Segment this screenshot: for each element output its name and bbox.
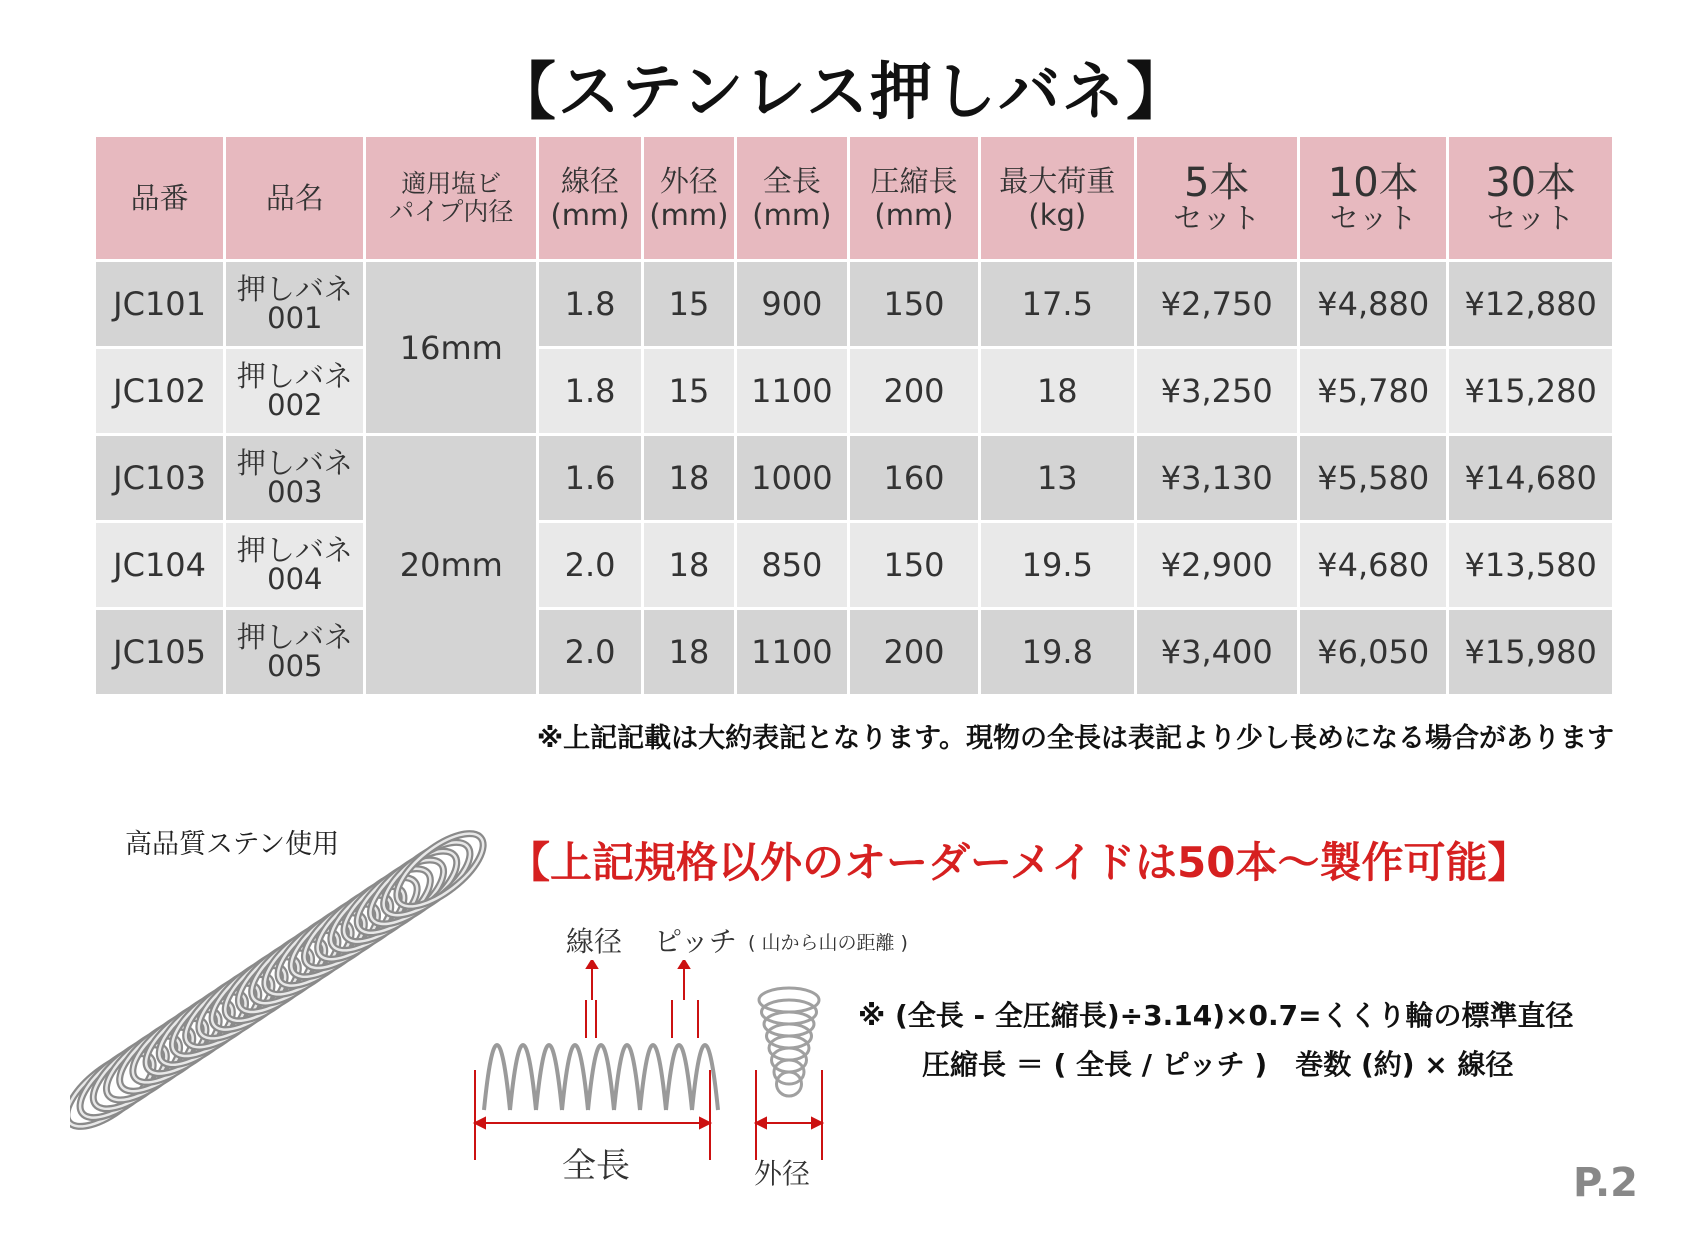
header-wire	[539, 137, 641, 259]
header-set30	[1449, 137, 1612, 259]
cell-wire: 2.0	[539, 523, 641, 607]
disclaimer-note: ※上記記載は大約表記となります。現物の全長は表記より少し長めになる場合があります	[536, 723, 1614, 754]
header-wire-line1: 線径	[561, 164, 620, 198]
quality-label: 高品質ステン使用	[125, 829, 340, 860]
cell-name-line2: 003	[267, 475, 323, 509]
cell-wire: 1.6	[539, 436, 641, 520]
table-row	[96, 262, 1612, 346]
page-number: P.2	[1573, 1160, 1638, 1206]
table-row	[96, 349, 1612, 433]
custom-order-banner: 【上記規格以外のオーダーメイドは50本〜製作可能】	[508, 838, 1530, 887]
cell-price-10: ¥5,780	[1300, 349, 1446, 433]
cell-outer: 18	[644, 523, 734, 607]
cell-name	[226, 349, 363, 433]
spring-wave	[536, 1045, 562, 1110]
header-wire-line2: (mm)	[550, 198, 630, 232]
cell-price-30: ¥12,880	[1449, 262, 1612, 346]
header-code: 品番	[96, 137, 223, 259]
table-row	[96, 610, 1612, 694]
cell-pipe: 20mm	[366, 436, 536, 694]
header-comp	[850, 137, 978, 259]
spring-wave	[484, 1045, 510, 1110]
header-load	[981, 137, 1133, 259]
cell-code: JC103	[96, 436, 223, 520]
cell-length: 1100	[737, 349, 847, 433]
cell-price-10: ¥4,680	[1300, 523, 1446, 607]
spring-dimension-diagram	[470, 960, 830, 1160]
cell-outer: 18	[644, 436, 734, 520]
header-pipe-line1: 適用塩ビ	[401, 169, 502, 198]
header-comp-line1: 圧縮長	[870, 164, 958, 198]
cell-price-5: ¥2,900	[1137, 523, 1298, 607]
outer-diameter-label: 外径	[754, 1157, 811, 1190]
cell-load: 19.5	[981, 523, 1133, 607]
cell-code: JC105	[96, 610, 223, 694]
cell-price-5: ¥3,130	[1137, 436, 1298, 520]
header-name: 品名	[226, 137, 363, 259]
cell-name-line1: 押しバネ	[236, 446, 353, 480]
cell-price-10: ¥6,050	[1300, 610, 1446, 694]
spring-wave	[562, 1045, 588, 1110]
header-pipe	[366, 137, 536, 259]
spring-wave	[640, 1045, 666, 1110]
header-outer-line1: 外径	[659, 164, 718, 198]
table-row	[96, 436, 1612, 520]
formula-compressed-length: 圧縮長 ＝ ( 全長 / ピッチ ) 巻数 (約) × 線径	[922, 1048, 1514, 1081]
cell-name-line2: 001	[267, 301, 323, 335]
spring-wave	[666, 1045, 692, 1110]
cell-load: 13	[981, 436, 1133, 520]
cell-wire: 1.8	[539, 262, 641, 346]
cell-price-30: ¥14,680	[1449, 436, 1612, 520]
cell-name-line2: 005	[267, 649, 323, 683]
spring-wave	[614, 1045, 640, 1110]
header-set30-line1: 30本	[1485, 160, 1577, 206]
cell-name	[226, 610, 363, 694]
cell-name-line1: 押しバネ	[236, 359, 353, 393]
cell-load: 18	[981, 349, 1133, 433]
cell-code: JC101	[96, 262, 223, 346]
spring-photo	[70, 820, 490, 1150]
header-set5-line1: 5本	[1184, 160, 1250, 206]
cell-price-10: ¥5,580	[1300, 436, 1446, 520]
cell-price-30: ¥15,980	[1449, 610, 1612, 694]
cell-load: 19.8	[981, 610, 1133, 694]
cell-comp: 160	[850, 436, 978, 520]
spring-wave	[692, 1045, 718, 1110]
cell-outer: 15	[644, 262, 734, 346]
cell-price-10: ¥4,880	[1300, 262, 1446, 346]
cell-price-5: ¥3,400	[1137, 610, 1298, 694]
header-set30-line2: セット	[1487, 201, 1575, 235]
header-length-line2: (mm)	[752, 198, 832, 232]
header-length-line1: 全長	[762, 164, 821, 198]
cell-length: 1000	[737, 436, 847, 520]
header-comp-line2: (mm)	[874, 198, 954, 232]
cell-name-line1: 押しバネ	[236, 620, 353, 654]
cell-price-30: ¥13,580	[1449, 523, 1612, 607]
cell-name-line1: 押しバネ	[236, 272, 353, 306]
cell-name	[226, 436, 363, 520]
header-pipe-line2: パイプ内径	[389, 197, 514, 226]
header-outer	[644, 137, 734, 259]
cell-comp: 150	[850, 523, 978, 607]
header-outer-line2: (mm)	[649, 198, 729, 232]
cell-wire: 2.0	[539, 610, 641, 694]
wire-diameter-label: 線径	[566, 925, 623, 958]
cell-code: JC104	[96, 523, 223, 607]
cell-pipe: 16mm	[366, 262, 536, 433]
cell-outer: 15	[644, 349, 734, 433]
cell-price-5: ¥2,750	[1137, 262, 1298, 346]
cell-outer: 18	[644, 610, 734, 694]
cell-name	[226, 262, 363, 346]
cell-comp: 200	[850, 349, 978, 433]
length-label: 全長	[562, 1146, 630, 1186]
cell-wire: 1.8	[539, 349, 641, 433]
cell-name-line1: 押しバネ	[236, 533, 353, 567]
formula-loop-diameter: ※ (全長 - 全圧縮長)÷3.14)×0.7=くくり輪の標準直径	[858, 999, 1574, 1032]
cell-price-5: ¥3,250	[1137, 349, 1298, 433]
table-header-row	[96, 137, 1612, 259]
cell-comp: 150	[850, 262, 978, 346]
cell-comp: 200	[850, 610, 978, 694]
pitch-label: ピッチ	[654, 925, 737, 958]
header-set10	[1300, 137, 1446, 259]
header-load-line1: 最大荷重	[999, 164, 1116, 198]
header-set10-line2: セット	[1329, 201, 1417, 235]
header-load-line2: (kg)	[1028, 198, 1087, 232]
header-set5	[1137, 137, 1298, 259]
cell-load: 17.5	[981, 262, 1133, 346]
cell-length: 900	[737, 262, 847, 346]
pitch-note: ( 山から山の距離 )	[748, 932, 908, 954]
header-set5-line2: セット	[1173, 201, 1261, 235]
cell-name-line2: 004	[267, 562, 323, 596]
spec-table	[93, 134, 1615, 697]
cell-length: 850	[737, 523, 847, 607]
cell-code: JC102	[96, 349, 223, 433]
page-title: 【ステンレス押しバネ】	[493, 55, 1191, 128]
spring-wave	[510, 1045, 536, 1110]
cell-name	[226, 523, 363, 607]
header-length	[737, 137, 847, 259]
cell-length: 1100	[737, 610, 847, 694]
cell-price-30: ¥15,280	[1449, 349, 1612, 433]
header-set10-line1: 10本	[1327, 160, 1419, 206]
cell-name-line2: 002	[267, 388, 323, 422]
table-row	[96, 523, 1612, 607]
spring-wave	[588, 1045, 614, 1110]
